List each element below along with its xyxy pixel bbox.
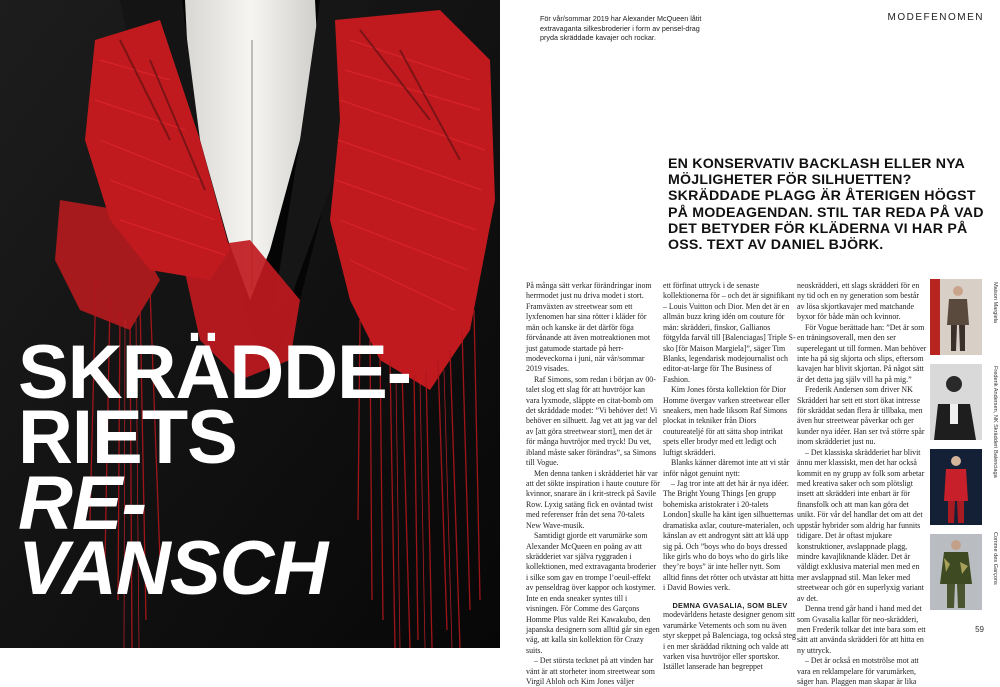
paragraph: Samtidigt gjorde ett varumärke som Alexander McQueen en poäng av att skrädderiet var själva ryggraden i kollektionen, med extravaganta broderier i silke som gav en trompe l’oeuil-effekt av penseldrag över kappor och kostymer. Inte en enda sneaker syntes till i visningen. För Comme des Garçons Homme Plus valde Rei Kawakubo, den japanska designern som alltid går sin egen väg, att kalla sin kollektion för Crazy suits. [526, 531, 660, 655]
subheading: DEMNA GVASALIA, SOM BLEV [672, 600, 788, 610]
section-label: MODEFENOMEN [887, 12, 984, 23]
paragraph: På många sätt verkar förändringar inom herrmodet just nu driva modet i stort. Framväxten av streetwear som ett lyxfenomen har sina rötter i kläder för män och kanske är det därför föga förvånande att även motreaktionen mot just gatumode startade på herr-modeveckorna i juni, när vår/sommar 2019 visades. [526, 281, 652, 374]
paragraph: Raf Simons, som redan i början av 00-talet slog ett slag för att huvtröjor kan vara lyxmode, släppte en citat-bomb om det skräddade modet: ”Vi behöver det! Vi behöver en silhuett. Jag vet att jag var del av [att göra streetwear stort], men det är för många huvtröjor med tryck! Du vet, ibland måste saker förändras”, sa Simons till Vogue. [526, 374, 658, 468]
body-column-1 [526, 281, 660, 687]
paragraph: – Jag tror inte att det här är nya idéer. The Bright Young Things [en grupp bohemiska aristokrater i 20-talets London] skulle ha känt igen silhuetternas dramatiska axlar, couture-materialen, och känslan av ett androgynt sätt att klä upp sig på. Och ”boys who do boys dressed like girls who do boys who do girls like they’re boys” är inte heller nytt. Som alltid finns det rötter och utvästar att hitta i David Bowies verk. [663, 479, 794, 593]
paragraph: Blanks känner däremot inte att vi står inför något genuint nytt: [663, 458, 790, 478]
thumbnail-maison-margiela [930, 279, 982, 355]
paragraph: – Det är också en motströlse mot att vara en reklampelare för varumärken, säger han. Plaggen man skapar är lika [797, 656, 919, 687]
headline-line-2: RIETS [18, 395, 237, 481]
thumbnail-frederik-andersen [930, 364, 982, 440]
paragraph: ett förfinat uttryck i de senaste kollektionerna för – och det är signifikant – Louis Vuitton och Dior. Men det är en allmän buzz kring idén om couture för män: skrädderi, finskor, Gallianos fötgylda farväl till [Balenciagas] Triple S-sko [för Maison Margiela]”, säger Tim Blanks, legendarisk modejournalist och editor-at-large för The Business of Fashion. [663, 281, 796, 384]
paragraph: – Det största tecknet på att vinden har vänt är att storheter inom streetwear som Virgil Abloh och Kim Jones väljer [526, 656, 655, 687]
paragraph: Kim Jones första kollektion för Dior Homme övergav varken streetwear eller sneakers, men hade liksom Raf Simons plockat in tekniker från Diors coutureateljé för att sätta shop intrikat spets eller brodyr med ett ledigt och luftigt skrädderi. [663, 385, 790, 457]
photo-credit: Maison Margiela [992, 282, 998, 324]
runway-look-image [930, 534, 982, 610]
article-deck [668, 156, 988, 253]
body-column-3 [797, 281, 927, 687]
headline-line-3: RE- [18, 460, 146, 546]
headline-line-4: VANSCH [18, 526, 328, 612]
page-number: 59 [975, 625, 984, 634]
photo-credit: Balenciaga [992, 450, 998, 478]
photo-credit: Comme des Garçons [992, 532, 998, 585]
photo-caption: För vår/sommar 2019 har Alexander McQueen låtit extravaganta silkesbroderier i form av pensel-drag pryda skräddade kavajer och rockar. [540, 14, 702, 43]
paragraph: Men denna tanken i skrädderiet här var att det sökte inspiration i haute couture för kvinnor, snarare än i krit-streck på Savile Row. Lyxig satäng fick en oväntad twist med referenser från det sena 70-talets New Wave-musik. [526, 468, 660, 530]
thumbnail-balenciaga [930, 449, 982, 525]
paragraph: neoskrädderi, ett slags skrädderi för en ny tid och en ny generation som består av lösa skjortkavajer med matchande byxor för både män och kvinnor. [797, 281, 920, 322]
thumbnail-strip [930, 279, 982, 619]
portrait-image [930, 364, 982, 440]
article-headline [18, 330, 488, 612]
runway-look-image [930, 279, 982, 355]
paragraph: För Vogue berättade han: ”Det är som en träningsoverall, men den ser superelegant ut till formen. Man behöver inte ha på sig skjorta och slips, eftersom kavajen har blivit skjortan. På något sätt är det detta jag själv vill ha på mig.” [797, 322, 927, 384]
paragraph: Denna trend går hand i hand med det som Gvasalia kallar för neo-skrädderi, men Frederik tolkar det inte bara som ett sätt att använda skrädderi för att hitta en ny uttryck. [797, 604, 926, 655]
paragraph: – Det klassiska skrädderiet har blivit ännu mer klassiskt, men det har också kommit en ny grupp av folk som arbetar med kreativa saker och som plötsligt insett att skrädderi inte enbart är för finansfolk och att man kan göra det unikt. För vår del handlar det om att det uppstår hybrider som aldrig har funnits tidigare. Det är oftast mjukare konstruktioner, avslappnade plagg, mindre kavajliknande kläder. Det är väldigt exklusiva material men med en mer avslappnad stil. Man leker med streetwear och gör en superlyxig variant av det. [797, 447, 925, 603]
thumbnail-comme-des-garcons [930, 534, 982, 610]
article-text-page [500, 0, 1000, 687]
deck-text: EN KONSERVATIV BACKLASH ELLER NYA MÖJLIGHETER FÖR SILHUETTEN? SKRÄDDADE PLAGG ÄR ÅTERIGEN HÖGST PÅ MODEAGENDAN. STIL TAR REDA PÅ VAD DET BETYDER FÖR KLÄDERNA VI HAR PÅ OSS. TEXT AV DANIEL BJÖRK. [668, 156, 984, 253]
cover-photo [0, 0, 500, 648]
photo-credit: Frederik Andersen, NK Skrädderi [992, 366, 998, 449]
body-column-2 [663, 281, 797, 673]
headline-line-1: SKRÄDDE- [18, 330, 412, 415]
paragraph: modevärldens hetaste designer genom sitt varumärke Vetements och som nu även styr skeppet på Balenciaga, tog också steg i en mer skräddad riktning och valde att varken visa huvtröjor eller sportskor. Istället lanserade han begreppet [663, 610, 797, 672]
paragraph: Frederik Andersen som driver NK Skrädderi har sett ett stort ökat intresse för skräddat sedan flera år tillbaka, men även hur streetwear påverkar och ger kunder nya idéer. Han ser två större spår inom skrädderiet just nu. [797, 385, 925, 447]
runway-look-image [930, 449, 982, 525]
